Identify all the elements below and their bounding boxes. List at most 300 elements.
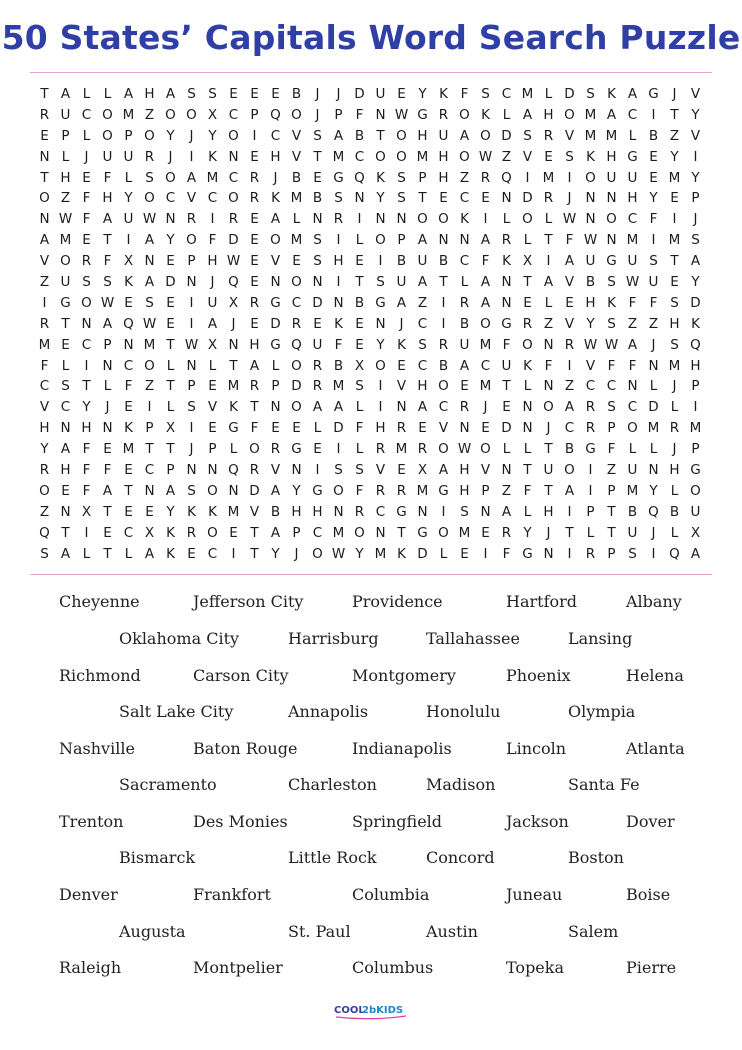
grid-letter: T [397,524,406,541]
grid-letter: H [102,190,113,207]
word-list-item: Madison [426,775,496,794]
grid-letter: O [270,232,281,249]
grid-letter: U [543,462,554,479]
grid-letter: E [670,190,679,207]
grid-letter: Y [586,315,595,332]
grid-letter: H [81,420,92,437]
grid-letter: O [60,253,71,270]
grid-letter: L [523,378,532,395]
grid-letter: N [333,503,344,520]
grid-letter: I [189,315,194,332]
grid-letter: H [270,148,281,165]
grid-letter: H [438,169,449,186]
grid-letter: A [165,482,176,499]
grid-letter: M [479,336,492,353]
grid-letter: L [82,127,91,144]
grid-letter: O [291,106,302,123]
grid-row [34,376,706,397]
grid-letter: G [60,294,71,311]
grid-letter: F [103,169,112,186]
grid-letter: L [82,545,91,562]
grid-letter: Z [417,294,428,311]
grid-letter: P [124,127,133,144]
grid-letter: W [184,336,199,353]
grid-letter: T [82,378,91,395]
grid-letter: J [546,420,551,437]
grid-letter: E [124,294,133,311]
grid-letter: E [250,86,259,102]
grid-letter: X [81,503,92,520]
grid-letter: H [312,503,323,520]
grid-letter: J [651,336,656,353]
word-list-item: Des Monies [193,812,288,831]
grid-letter: J [168,148,173,165]
grid-letter: C [81,336,92,353]
word-list-item: Salt Lake City [119,702,234,721]
word-list-item: Nashville [59,739,135,758]
grid-letter: S [40,545,49,562]
grid-letter: L [313,420,322,437]
grid-letter: F [103,253,112,270]
grid-letter: O [228,190,239,207]
grid-letter: L [103,86,112,102]
grid-letter: X [165,420,176,437]
grid-letter: O [480,315,491,332]
grid-letter: V [396,378,407,395]
grid-letter: T [61,315,70,332]
grid-letter: T [103,232,112,249]
grid-letter: E [397,86,406,102]
grid-letter: C [480,357,491,374]
grid-letter: A [249,357,260,374]
grid-letter: E [250,253,259,270]
grid-letter: Y [691,106,700,123]
grid-letter: O [144,127,155,144]
grid-letter: R [39,106,50,123]
grid-letter: M [395,441,408,458]
grid-letter: A [144,274,155,291]
grid-letter: N [585,211,596,228]
grid-row [34,418,706,439]
grid-letter: R [228,211,239,228]
grid-letter: N [39,148,50,165]
grid-letter: T [607,503,616,520]
grid-letter: G [291,441,302,458]
grid-letter: I [651,545,656,562]
grid-letter: S [397,169,406,186]
grid-letter: L [103,378,112,395]
grid-letter: A [480,232,491,249]
grid-letter: A [270,524,281,541]
grid-letter: N [354,190,365,207]
grid-letter: L [124,545,133,562]
grid-letter: N [207,462,218,479]
grid-letter: A [186,169,197,186]
grid-letter: E [166,253,175,270]
grid-letter: Y [40,441,49,458]
grid-letter: J [84,148,89,165]
grid-letter: L [670,399,679,416]
grid-letter: I [315,462,320,479]
grid-letter: G [375,294,386,311]
grid-letter: C [627,106,638,123]
grid-letter: Z [606,462,617,479]
grid-letter: F [502,336,511,353]
grid-letter: P [607,545,616,562]
grid-letter: J [483,399,488,416]
grid-letter: P [334,106,343,123]
grid-letter: J [231,315,236,332]
grid-letter: D [648,399,659,416]
grid-letter: D [564,86,575,102]
grid-letter: F [628,357,637,374]
grid-letter: H [606,148,617,165]
grid-letter: J [546,524,551,541]
grid-letter: Y [376,190,385,207]
grid-letter: Q [123,315,134,332]
grid-letter: V [270,253,281,270]
grid-letter: T [544,441,553,458]
grid-letter: O [585,169,596,186]
grid-letter: N [627,378,638,395]
grid-letter: T [40,169,49,186]
grid-letter: F [124,378,133,395]
grid-letter: F [82,462,91,479]
grid-letter: B [564,441,575,458]
grid-letter: K [397,545,406,562]
grid-letter: N [648,462,659,479]
grid-letter: E [40,127,49,144]
grid-letter: U [627,462,638,479]
grid-letter: Y [670,148,679,165]
grid-letter: T [376,127,385,144]
grid-letter: R [312,378,323,395]
grid-row [34,502,706,523]
grid-letter: I [189,294,194,311]
grid-letter: P [103,336,112,353]
grid-letter: Z [669,127,680,144]
grid-letter: E [250,211,259,228]
grid-letter: P [166,462,175,479]
grid-letter: N [459,420,470,437]
grid-letter: F [40,357,49,374]
grid-row [34,356,706,377]
word-list-item: Little Rock [288,848,377,867]
grid-letter: Z [564,378,575,395]
grid-letter: C [207,190,218,207]
grid-letter: W [100,294,115,311]
grid-letter: K [166,524,175,541]
grid-letter: L [271,357,280,374]
grid-letter: R [333,211,344,228]
grid-letter: C [627,399,638,416]
grid-letter: F [649,294,658,311]
grid-letter: Q [354,169,365,186]
grid-letter: S [607,274,616,291]
grid-letter: N [522,399,533,416]
grid-letter: T [61,524,70,541]
grid-letter: I [567,169,572,186]
grid-letter: J [672,441,677,458]
grid-letter: D [501,127,512,144]
word-list-item: Montgomery [352,666,456,685]
grid-letter: P [271,378,280,395]
grid-letter: U [606,169,617,186]
grid-letter: G [606,253,617,270]
grid-letter: G [627,148,638,165]
word-list-item: Charleston [288,775,377,794]
grid-letter: U [312,336,323,353]
grid-letter: P [292,524,301,541]
grid-letter: U [123,211,134,228]
grid-letter: W [394,106,409,123]
grid-letter: O [438,378,449,395]
grid-row [34,397,706,418]
grid-letter: Z [39,503,50,520]
grid-letter: A [39,232,50,249]
grid-letter: A [102,315,113,332]
grid-letter: O [144,357,155,374]
grid-letter: O [102,106,113,123]
grid-letter: Y [271,545,280,562]
grid-letter: Z [60,190,71,207]
grid-letter: A [627,86,638,102]
grid-row [34,439,706,460]
grid-letter: T [355,274,364,291]
grid-letter: W [331,545,346,562]
grid-letter: N [522,420,533,437]
grid-letter: G [648,86,659,102]
grid-letter: C [438,399,449,416]
grid-letter: N [375,315,386,332]
grid-letter: U [459,336,470,353]
grid-letter: C [165,190,176,207]
grid-letter: R [459,399,470,416]
word-list-item: Carson City [193,666,289,685]
word-list-item: Boise [626,885,671,904]
grid-letter: N [585,190,596,207]
grid-letter: Y [523,524,532,541]
grid-letter: N [81,315,92,332]
grid-letter: C [606,378,617,395]
grid-letter: Q [228,274,239,291]
grid-letter: L [544,294,553,311]
grid-letter: L [355,441,364,458]
grid-letter: D [417,545,428,562]
grid-letter: N [123,336,134,353]
grid-letter: E [649,169,658,186]
grid-letter: C [144,462,155,479]
grid-letter: S [670,294,679,311]
grid-letter: I [588,462,593,479]
grid-letter: L [166,399,175,416]
grid-letter: E [313,315,322,332]
grid-letter: G [228,420,239,437]
grid-letter: S [586,86,595,102]
grid-letter: T [40,86,49,102]
grid-letter: O [627,420,638,437]
grid-letter: K [523,357,532,374]
grid-letter: P [418,169,427,186]
word-list-item: Oklahoma City [119,629,240,648]
grid-letter: M [647,420,660,437]
grid-letter: Y [166,232,175,249]
grid-letter: C [354,148,365,165]
grid-letter: R [375,482,386,499]
grid-letter: E [82,232,91,249]
grid-letter: U [627,253,638,270]
grid-letter: N [60,503,71,520]
grid-letter: R [543,190,554,207]
grid-letter: A [417,274,428,291]
grid-letter: Z [459,169,470,186]
grid-letter: E [418,420,427,437]
word-list-item: Tallahassee [426,629,520,648]
grid-letter: U [627,169,638,186]
grid-letter: G [333,169,344,186]
grid-row [34,272,706,293]
grid-letter: O [396,127,407,144]
grid-letter: M [59,232,72,249]
grid-letter: L [628,127,637,144]
grid-letter: E [502,399,511,416]
grid-letter: O [144,190,155,207]
grid-letter: A [333,399,344,416]
grid-letter: M [332,524,345,541]
grid-letter: H [333,253,344,270]
grid-letter: A [207,315,218,332]
grid-letter: M [626,232,639,249]
grid-letter: Q [270,106,281,123]
grid-letter: B [585,274,596,291]
grid-letter: Q [291,336,302,353]
grid-letter: M [689,420,702,437]
grid-letter: F [460,86,469,102]
grid-letter: Q [39,524,50,541]
logo-text-cool: COOL [334,1005,365,1016]
grid-letter: C [228,106,239,123]
grid-letter: C [459,253,470,270]
grid-letter: O [207,524,218,541]
grid-letter: M [458,524,471,541]
grid-letter: G [501,315,512,332]
grid-letter: I [588,482,593,499]
grid-letter: T [145,441,154,458]
grid-letter: S [376,274,385,291]
grid-row [34,544,706,565]
grid-letter: H [690,357,701,374]
grid-letter: H [60,462,71,479]
grid-letter: O [312,545,323,562]
grid-letter: G [522,545,533,562]
grid-letter: M [227,378,240,395]
grid-letter: T [103,503,112,520]
grid-letter: T [502,378,511,395]
grid-letter: K [397,336,406,353]
grid-letter: I [210,211,215,228]
grid-letter: C [39,378,50,395]
grid-letter: N [186,357,197,374]
grid-letter: F [82,482,91,499]
grid-letter: H [585,294,596,311]
grid-letter: F [355,420,364,437]
grid-letter: Z [501,148,512,165]
grid-letter: Z [543,315,554,332]
grid-letter: N [144,253,155,270]
grid-letter: B [438,357,449,374]
grid-letter: S [61,378,70,395]
grid-letter: P [691,190,700,207]
grid-letter: O [375,232,386,249]
grid-letter: U [207,294,218,311]
grid-letter: I [336,232,341,249]
word-list-item: Columbia [352,885,430,904]
grid-letter: V [564,315,575,332]
grid-letter: F [628,294,637,311]
word-list-item: Indianapolis [352,739,452,758]
grid-letter: I [441,294,446,311]
grid-letter: D [501,420,512,437]
grid-letter: N [501,294,512,311]
grid-letter: I [651,232,656,249]
grid-letter: V [564,127,575,144]
grid-letter: X [354,357,365,374]
grid-letter: V [39,253,50,270]
grid-letter: L [502,211,511,228]
word-list-item: Pierre [626,958,677,977]
grid-letter: O [690,482,701,499]
grid-letter: P [61,127,70,144]
grid-letter: E [208,378,217,395]
grid-letter: J [567,190,572,207]
grid-row [34,147,706,168]
grid-letter: G [585,441,596,458]
grid-row [34,481,706,502]
grid-letter: E [670,274,679,291]
grid-letter: N [501,190,512,207]
grid-letter: S [628,545,637,562]
grid-letter: N [501,274,512,291]
grid-letter: L [166,357,175,374]
grid-letter: S [418,336,427,353]
grid-letter: K [481,106,490,123]
grid-letter: K [439,86,448,102]
grid-letter: R [270,441,281,458]
grid-letter: E [565,294,574,311]
grid-letter: I [693,399,698,416]
grid-letter: N [438,232,449,249]
grid-letter: A [438,462,449,479]
grid-letter: D [354,86,365,102]
grid-row [34,105,706,126]
grid-letter: T [670,106,679,123]
grid-letter: V [249,503,260,520]
grid-letter: D [312,294,323,311]
word-list-item: Albany [626,592,682,611]
grid-letter: Q [501,169,512,186]
grid-letter: C [627,211,638,228]
grid-letter: C [81,106,92,123]
grid-letter: K [607,86,616,102]
grid-letter: T [313,148,322,165]
grid-letter: U [396,274,407,291]
grid-letter: I [567,503,572,520]
grid-letter: Q [648,503,659,520]
grid-letter: J [315,106,320,123]
grid-letter: K [166,545,175,562]
grid-letter: L [649,378,658,395]
grid-letter: X [690,524,701,541]
